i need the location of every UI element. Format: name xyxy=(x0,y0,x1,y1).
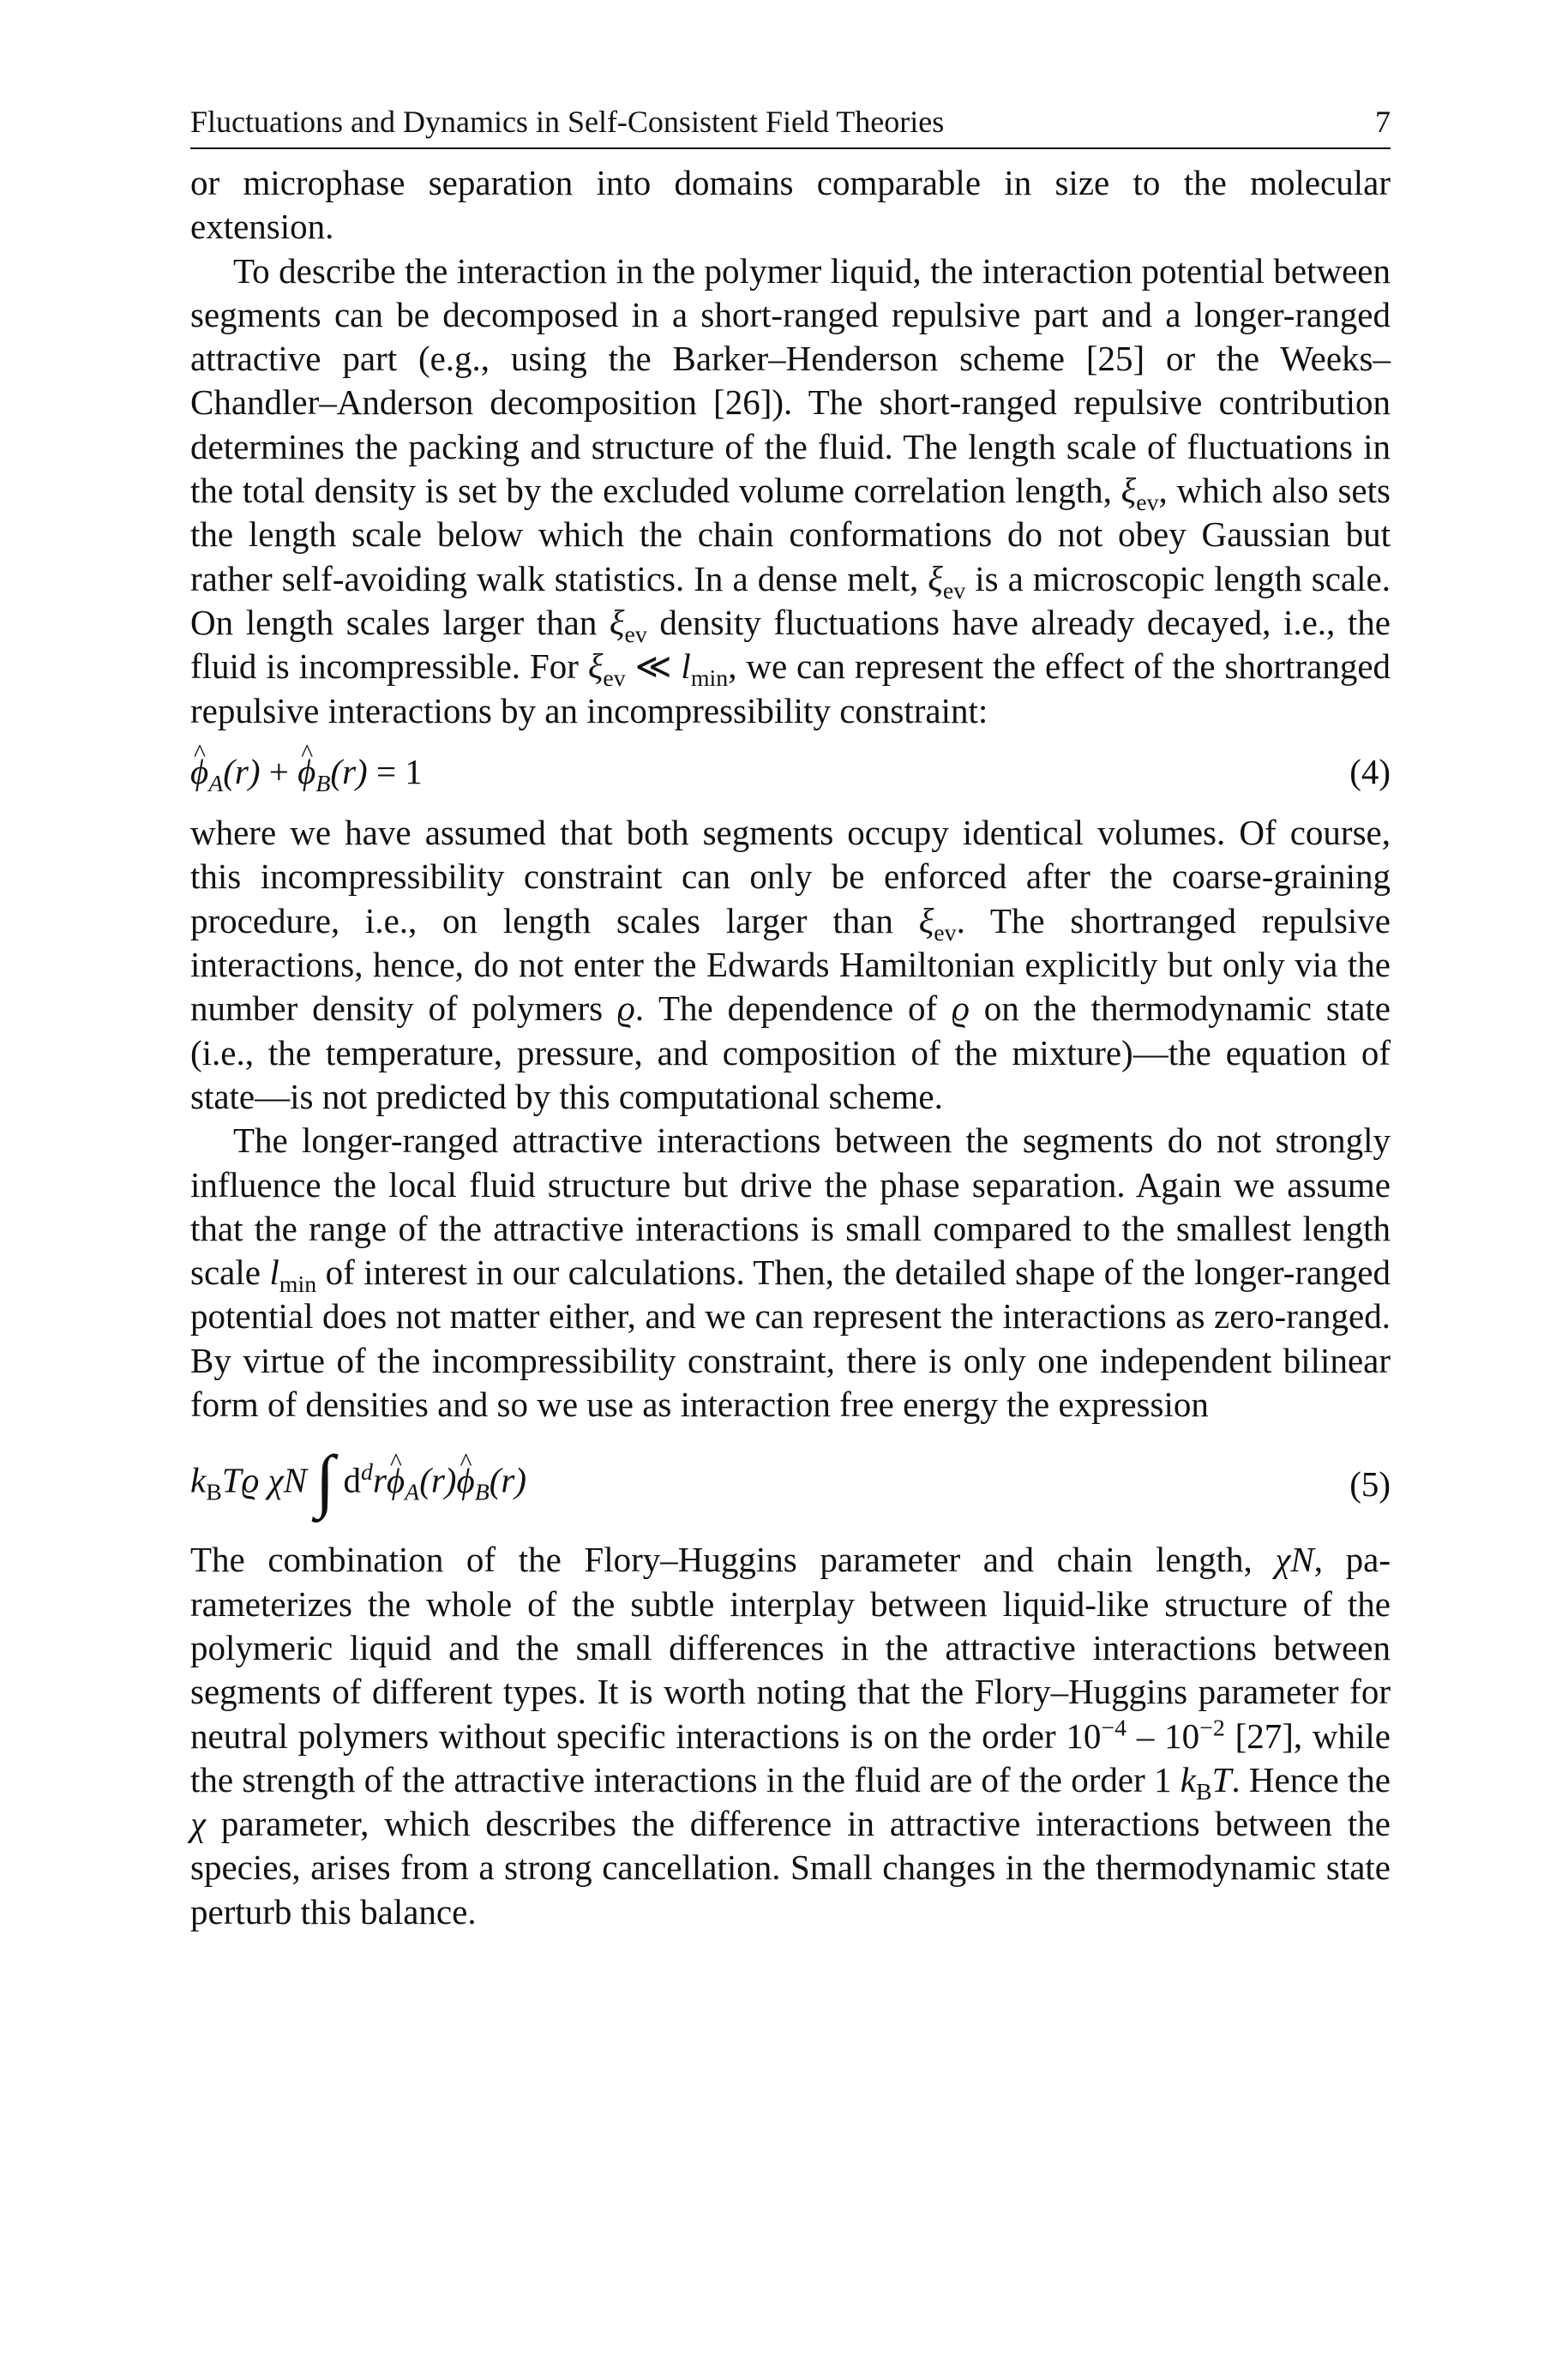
chi-symbol: χ xyxy=(190,1804,207,1844)
body-text xyxy=(190,161,1391,1934)
running-title: Fluctuations and Dynamics in Self-Consistent Field Theories xyxy=(190,105,945,139)
kbt-symbol: $k_BT$ xyxy=(1180,1759,1232,1805)
order-range: $10^{-4} - 10^{-2}$ xyxy=(1066,1714,1225,1756)
paragraph-5-text-b: , parameterizes the whole of the subtle interplay between liquid-like structure of the polymeric liquid and the small differences in the attractive interactions between segments of different types. It is worth noting that the Flory–Huggins parameter for neutral polymers without specific interactions is on the order xyxy=(190,1540,1391,1756)
paragraph-3-text-c: . The dependence of xyxy=(634,988,952,1029)
chi-n-symbol: χN xyxy=(1275,1540,1314,1580)
equation-5-number: (5) xyxy=(1349,1463,1391,1504)
document-page xyxy=(190,103,1391,1934)
paragraph-5 xyxy=(190,1538,1391,1934)
paragraph-2-text-e: , we can represent the effect of the shortranged repulsive interactions by an incompressibility constraint: xyxy=(190,646,1391,730)
equation-4-number: (4) xyxy=(1349,751,1391,791)
paragraph-1-text: or microphase separation into domains comparable in size to the molecular extension. xyxy=(190,163,1391,247)
paragraph-5-text-a: The combination of the Flory–Huggins parameter and chain length, xyxy=(190,1540,1276,1580)
paragraph-4-text-b: of interest in our calculations. Then, the detailed shape of the longer-ranged potential does not matter either, and we can represent the interactions as zero-ranged. By virtue of the incompressibility constraint, there is only one independent bilinear form of densities and so we use as interaction free energy the expression xyxy=(190,1253,1391,1425)
paragraph-3-text-b: . The shortranged repulsive interactions, hence, do not enter the Edwards Hamiltonian explicitly but only via the number density of polymers xyxy=(190,900,1391,1029)
page-number: 7 xyxy=(1375,105,1391,139)
equation-4-formula: ^ $\phi_A(r)$ + ^ $\phi_B(r) = 1$ xyxy=(190,750,423,794)
paragraph-4 xyxy=(190,1119,1391,1427)
equation-4 xyxy=(190,750,1391,798)
xi-ev-symbol: $\xi_{ev}$ xyxy=(918,900,957,946)
xi-ev-ll-lmin-symbol: $\xi_{ev}$ ≪ $l_{min}$ xyxy=(587,646,729,693)
paragraph-4-text-a: The longer-ranged attractive interactions between the segments do not strongly influence the local fluid structure but drive the phase separation. Again we assume that the range of the attractive interactions is small compared to the smallest length scale xyxy=(190,1120,1391,1293)
equation-5-formula: $k_BTϱ$ χN ∫ $d^dr\^{}$ $\phi_A(r)\^{}$ $\phi_B(r)$ xyxy=(190,1449,526,1519)
paragraph-2-text-d: density fluctuations have already decayed, i.e., the fluid is incompressible. For xyxy=(190,602,1391,687)
paragraph-1 xyxy=(190,161,1391,249)
paragraph-2-text-b: , which also sets the length scale below which the chain conformations do not obey Gaussian but rather self-avoiding walk statistics. In a dense melt, xyxy=(190,471,1391,598)
running-header xyxy=(190,103,1391,149)
paragraph-5-text-c: [27], while the strength of the attractive interactions in the fluid are of the order 1 xyxy=(190,1715,1391,1799)
paragraph-3-text-d: on the thermodynamic state (i.e., the temperature, pressure, and composition of the mixture)—the equation of state—is not predicted by this computational scheme. xyxy=(190,988,1391,1116)
paragraph-5-text-e: parameter, which describes the difference in attractive interactions between the species, arises from a strong cancellation. Small changes in the thermodynamic state perturb this balance. xyxy=(190,1804,1391,1931)
paragraph-3 xyxy=(190,811,1391,1119)
paragraph-2-text-c: is a microscopic length scale. On length scales larger than xyxy=(190,558,1391,642)
paragraph-2 xyxy=(190,249,1391,733)
integral-sign: ∫ xyxy=(315,1441,335,1520)
rho-symbol: ϱ xyxy=(617,988,635,1029)
xi-ev-symbol: $\xi_{ev}$ xyxy=(609,602,647,649)
equation-5 xyxy=(190,1441,1391,1520)
lmin-symbol: $l_{min}$ xyxy=(269,1253,317,1299)
xi-ev-symbol: $\xi_{ev}$ xyxy=(1120,471,1159,517)
paragraph-2-text-a: To describe the interaction in the polymer liquid, the interaction potential between segments can be decomposed in a short-ranged repulsive part and a longer-ranged attractive part (e.g., using the Barker–Henderson scheme [25] or the Weeks–Chandler–Anderson decomposition [26]). The short-ranged repulsive contribution determines the packing and structure of the fluid. The length scale of fluctuations in the total density is set by the excluded volume correlation length, xyxy=(190,250,1391,511)
xi-ev-symbol: $\xi_{ev}$ xyxy=(928,558,966,604)
rho-symbol: ϱ xyxy=(952,988,970,1029)
paragraph-5-text-d: . Hence the xyxy=(1231,1759,1391,1799)
paragraph-3-text-a: where we have assumed that both segments occupy identical volumes. Of course, this incompressibility constraint can only be enforced after the coarse-graining procedure, i.e., on length scales larger than xyxy=(190,813,1391,940)
